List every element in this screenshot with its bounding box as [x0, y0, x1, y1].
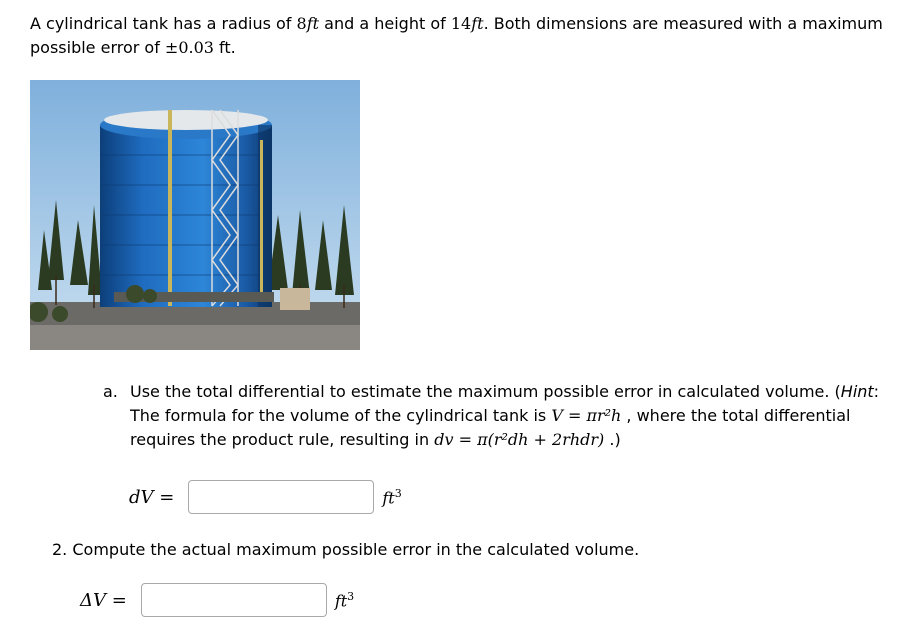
intro-text: ft.	[213, 38, 236, 57]
intro-text: A cylindrical tank has a radius of	[30, 14, 297, 33]
dv-unit-exponent: 3	[394, 486, 402, 500]
dv-answer-row	[129, 480, 402, 514]
part-a-question	[103, 380, 903, 452]
height-unit: ft	[471, 14, 484, 33]
intro-text: and a height of	[319, 14, 451, 33]
radius-value: 8	[296, 14, 307, 33]
delta-v-unit-base: ft	[334, 591, 348, 611]
part-a-text: .)	[604, 430, 621, 449]
delta-v-label: ΔV =	[80, 589, 127, 611]
part-2-question	[52, 538, 639, 562]
height-value: 14	[450, 14, 472, 33]
differential-formula: dv = π(r²dh + 2rhdr)	[434, 430, 605, 449]
error-value: ±0.03	[164, 38, 214, 57]
part-a-marker: a.	[103, 382, 118, 401]
delta-v-unit	[335, 590, 354, 610]
volume-formula: V = πr²h	[551, 406, 622, 425]
delta-v-unit-exponent: 3	[347, 589, 355, 603]
part-2-marker: 2.	[52, 540, 68, 559]
delta-v-input[interactable]	[141, 583, 327, 617]
part-a-text: , where the total differential requires the product rule, resulting in	[130, 406, 851, 449]
part-a-text: : The formula for the volume of the cylindrical tank is	[130, 382, 880, 425]
dv-unit-base: ft	[382, 488, 395, 508]
tank-photo	[30, 80, 360, 350]
hint-label: Hint	[840, 382, 874, 401]
delta-v-answer-row	[80, 583, 354, 617]
dv-input[interactable]	[188, 480, 374, 514]
radius-unit: ft	[306, 14, 320, 33]
tank-illustration	[30, 80, 360, 350]
dv-label: dV =	[129, 486, 175, 508]
problem-intro	[30, 12, 910, 60]
dv-unit	[382, 487, 401, 507]
part-2-text: Compute the actual maximum possible error in the calculated volume.	[72, 540, 640, 559]
intro-text: . Both dimensions are measured with a maximum possible error of	[30, 14, 883, 57]
part-a-text: Use the total differential to estimate the maximum possible error in calculated volume. (	[130, 382, 841, 401]
